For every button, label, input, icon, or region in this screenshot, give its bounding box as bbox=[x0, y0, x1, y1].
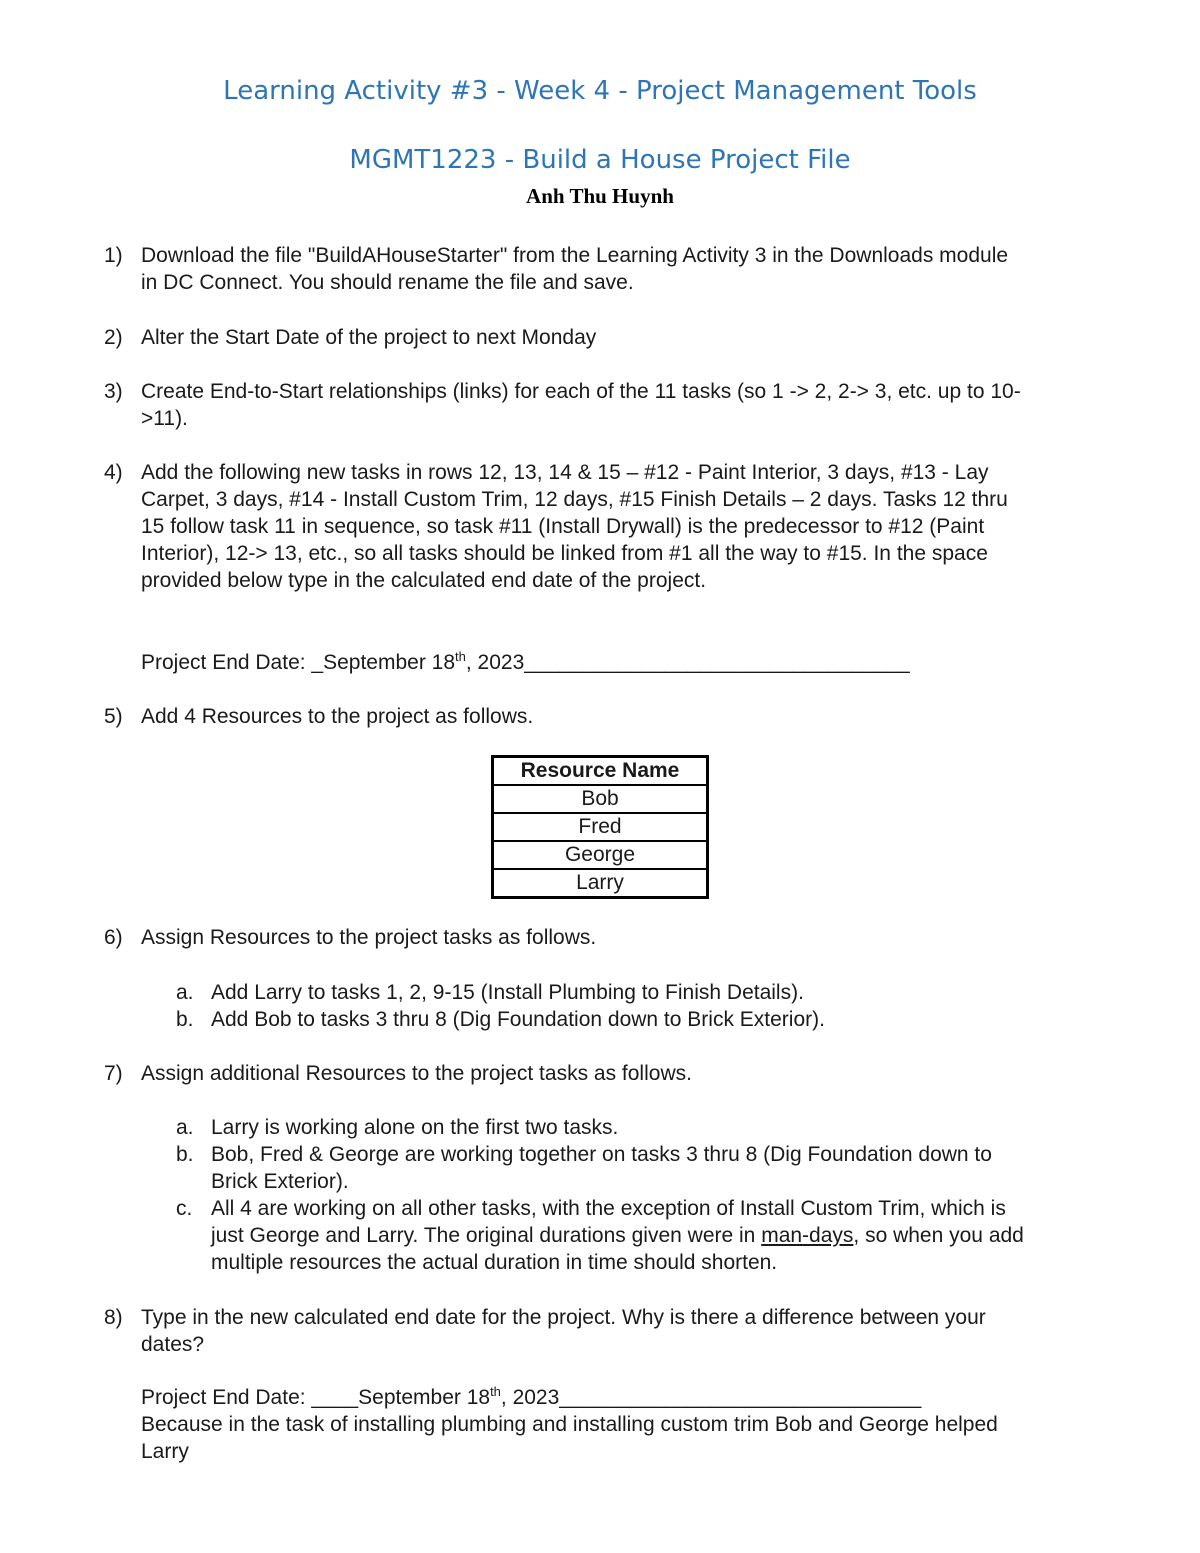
item-7c-line-1: All 4 are working on all other tasks, with the exception of Install Custom Trim, which is bbox=[211, 1197, 1006, 1220]
answer-line-2: Larry bbox=[141, 1440, 189, 1463]
table-row bbox=[493, 869, 708, 898]
item-5-number: 5) bbox=[104, 705, 123, 728]
table-row bbox=[493, 841, 708, 869]
item-1-line-1: Download the file "BuildAHouseStarter" from the Learning Activity 3 in the Downloads module bbox=[141, 244, 1009, 267]
end-date-1-sup: th bbox=[455, 649, 466, 664]
resource-cell: George bbox=[493, 841, 708, 869]
item-6-line-1: Assign Resources to the project tasks as follows. bbox=[141, 926, 597, 949]
item-7b-line-2: Brick Exterior). bbox=[211, 1170, 349, 1193]
item-6b-text: Add Bob to tasks 3 thru 8 (Dig Foundation down to Brick Exterior). bbox=[211, 1008, 825, 1031]
item-3-number: 3) bbox=[104, 380, 123, 403]
resource-cell: Larry bbox=[493, 869, 708, 898]
resources-header-row bbox=[493, 757, 708, 786]
item-2-line-1: Alter the Start Date of the project to next Monday bbox=[141, 326, 597, 349]
item-1-line-2: in DC Connect. You should rename the file and save. bbox=[141, 271, 634, 294]
item-2-number: 2) bbox=[104, 326, 123, 349]
item-4-line-3: 15 follow task 11 in sequence, so task #11 (Install Drywall) is the predecessor to #12 (Paint bbox=[141, 515, 985, 538]
item-7-line-1: Assign additional Resources to the project tasks as follows. bbox=[141, 1062, 692, 1085]
end-date-1-suffix: , 2023_________________________________ bbox=[465, 651, 910, 674]
author-name: Anh Thu Huynh bbox=[526, 184, 674, 208]
document-subtitle: MGMT1223 - Build a House Project File bbox=[349, 145, 851, 175]
item-6a-label: a. bbox=[176, 981, 194, 1004]
item-7-number: 7) bbox=[104, 1062, 123, 1085]
item-6a-text: Add Larry to tasks 1, 2, 9-15 (Install Plumbing to Finish Details). bbox=[211, 981, 804, 1004]
item-5-line-1: Add 4 Resources to the project as follows. bbox=[141, 705, 534, 728]
item-8-line-2: dates? bbox=[141, 1333, 205, 1356]
item-7a-label: a. bbox=[176, 1116, 194, 1139]
item-7c-label: c. bbox=[176, 1197, 193, 1220]
resource-cell: Fred bbox=[493, 813, 708, 841]
end-date-2-prefix: Project End Date: ____September 18 bbox=[141, 1386, 491, 1409]
resource-cell: Bob bbox=[493, 785, 708, 813]
project-end-date-2 bbox=[141, 1384, 921, 1411]
resources-header: Resource Name bbox=[493, 757, 708, 786]
item-8-line-1: Type in the new calculated end date for the project. Why is there a difference between your bbox=[141, 1306, 986, 1329]
item-7b-label: b. bbox=[176, 1143, 194, 1166]
table-row bbox=[493, 813, 708, 841]
item-7c-line-2-post: , so when you add bbox=[853, 1224, 1024, 1247]
man-days-underlined: man-days bbox=[761, 1224, 854, 1247]
item-7b-line-1: Bob, Fred & George are working together on tasks 3 thru 8 (Dig Foundation down to bbox=[211, 1143, 992, 1166]
item-7c-line-2 bbox=[211, 1222, 1024, 1249]
answer-line-1: Because in the task of installing plumbing and installing custom trim Bob and George helped bbox=[141, 1413, 998, 1436]
item-7c-line-3: multiple resources the actual duration in time should shorten. bbox=[211, 1251, 778, 1274]
item-4-line-2: Carpet, 3 days, #14 - Install Custom Trim, 12 days, #15 Finish Details – 2 days. Tasks 12 thru bbox=[141, 488, 1008, 511]
end-date-2-suffix: , 2023_______________________________ bbox=[500, 1386, 922, 1409]
item-4-number: 4) bbox=[104, 461, 123, 484]
item-4-line-4: Interior), 12-> 13, etc., so all tasks should be linked from #1 all the way to #15. In the space bbox=[141, 542, 988, 565]
item-3-line-2: >11). bbox=[141, 407, 188, 430]
project-end-date-1 bbox=[141, 649, 910, 676]
item-3-line-1: Create End-to-Start relationships (links) for each of the 11 tasks (so 1 -> 2, 2-> 3, etc. up to 10- bbox=[141, 380, 1021, 403]
item-7c-line-2-pre: just George and Larry. The original durations given were in bbox=[211, 1224, 762, 1247]
end-date-1-prefix: Project End Date: _September 18 bbox=[141, 651, 456, 674]
item-4-line-5: provided below type in the calculated end date of the project. bbox=[141, 569, 707, 592]
item-1-number: 1) bbox=[104, 244, 123, 267]
item-6-number: 6) bbox=[104, 926, 123, 949]
table-row bbox=[493, 785, 708, 813]
end-date-2-sup: th bbox=[490, 1384, 501, 1399]
item-8-number: 8) bbox=[104, 1306, 123, 1329]
resources-table bbox=[491, 755, 709, 899]
item-6b-label: b. bbox=[176, 1008, 194, 1031]
item-4-line-1: Add the following new tasks in rows 12, 13, 14 & 15 – #12 - Paint Interior, 3 days, #13 - Lay bbox=[141, 461, 989, 484]
document-title: Learning Activity #3 - Week 4 - Project Management Tools bbox=[223, 76, 977, 106]
item-7a-text: Larry is working alone on the first two tasks. bbox=[211, 1116, 619, 1139]
